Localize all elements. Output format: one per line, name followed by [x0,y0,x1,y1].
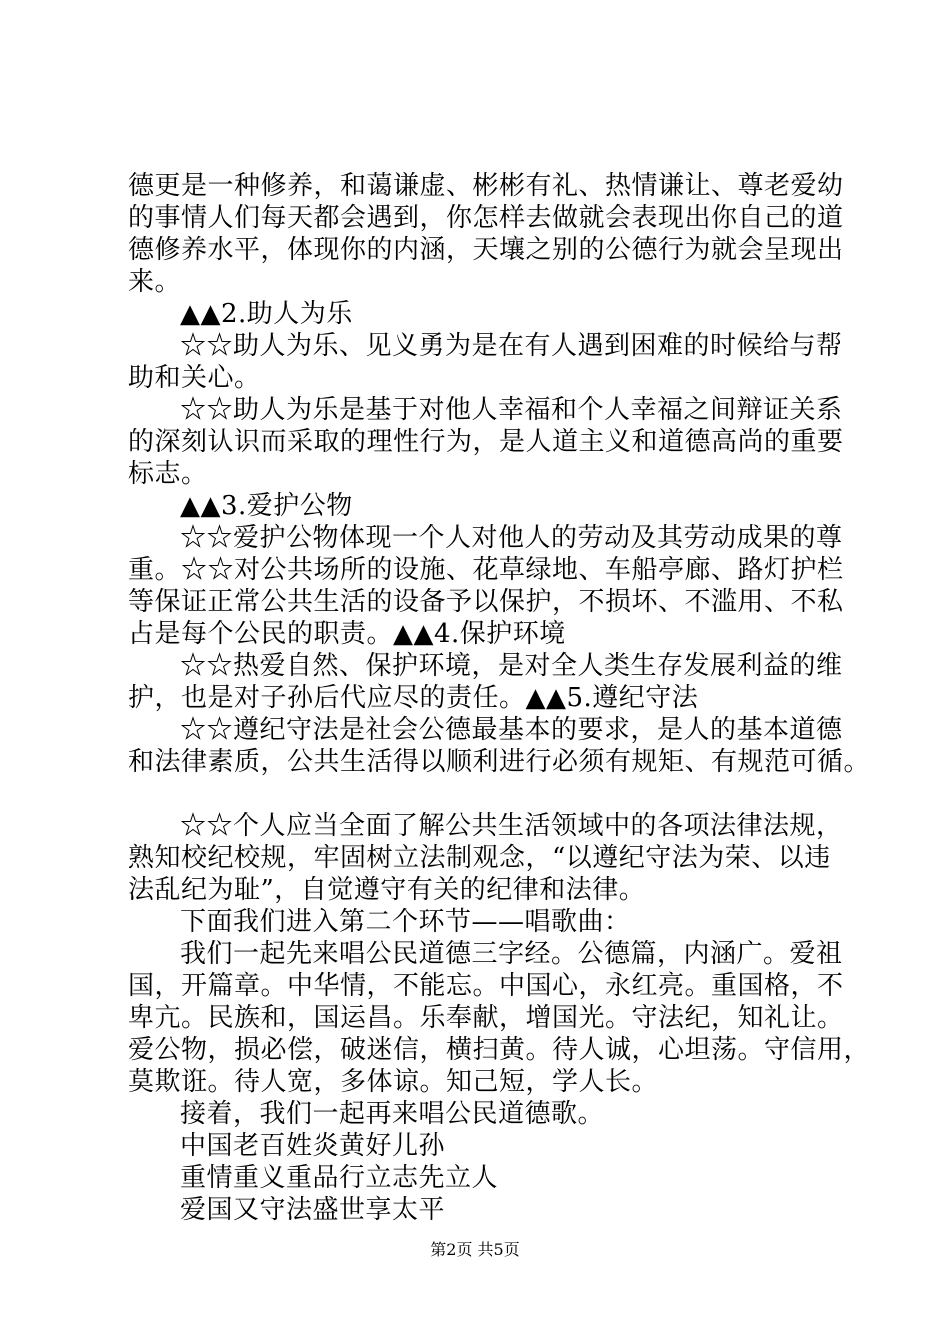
text-line: 德修养水平，体现你的内涵，天壤之别的公德行为就会呈现出 [128,235,844,265]
text-line: 爱公物，损必偿，破迷信，横扫黄。待人诚，心坦荡。守信用， [128,1035,871,1065]
page-footer: 第2页 共5页 [430,1240,520,1259]
text-line: 中国老百姓炎黄好儿孙 [180,1131,446,1161]
text-line: 等保证正常公共生活的设备予以保护，不损坏、不滥用、不私 [128,587,844,617]
text-line: 国，开篇章。中华情，不能忘。中国心，永红亮。重国格，不 [128,971,844,1001]
text-line: 接着，我们一起再来唱公民道德歌。 [180,1099,605,1129]
text-line: 卑亢。民族和，国运昌。乐奉献，增国光。守法纪，知礼让。 [128,1003,844,1033]
text-line: 法乱纪为耻”，自觉遵守有关的纪律和法律。 [128,875,646,905]
text-line: 的深刻认识而采取的理性行为，是人道主义和道德高尚的重要 [128,427,844,457]
text-line: 我们一起先来唱公民道德三字经。公德篇，内涵广。爱祖 [180,939,843,969]
text-line: 和法律素质，公共生活得以顺利进行必须有规矩、有规范可循。 [128,747,871,777]
text-line: 莫欺诳。待人宽，多体谅。知己短，学人长。 [128,1067,659,1097]
text-line: 助和关心。 [128,363,261,393]
text-line: 德更是一种修养，和蔼谦虚、彬彬有礼、热情谦让、尊老爱幼 [128,171,844,201]
text-line: ☆☆热爱自然、保护环境，是对全人类生存发展利益的维 [180,651,843,681]
text-line: 下面我们进入第二个环节——唱歌曲： [180,907,631,937]
text-line: ☆☆爱护公物体现一个人对他人的劳动及其劳动成果的尊 [180,523,843,553]
text-line: ▲▲2.助人为乐 [180,299,353,329]
text-line: ☆☆遵纪守法是社会公德最基本的要求，是人的基本道德 [180,715,843,745]
text-line: ☆☆个人应当全面了解公共生活领域中的各项法律法规， [180,811,843,841]
blank-line [128,778,828,810]
text-line: 标志。 [128,459,208,489]
text-line: 护，也是对子孙后代应尽的责任。▲▲5.遵纪守法 [128,683,699,713]
text-line: 重情重义重品行立志先立人 [180,1163,499,1193]
text-line: 爱国又守法盛世享太平 [180,1195,446,1225]
document-body [128,170,871,1226]
text-line: ☆☆助人为乐是基于对他人幸福和个人幸福之间辩证关系 [180,395,843,425]
text-line: 重。☆☆对公共场所的设施、花草绿地、车船亭廊、路灯护栏 [128,555,844,585]
text-line: ▲▲3.爱护公物 [180,491,353,521]
text-line: 的事情人们每天都会遇到，你怎样去做就会表现出你自己的道 [128,203,844,233]
text-line: 占是每个公民的职责。▲▲4.保护环境 [128,619,566,649]
text-line: 熟知校纪校规，牢固树立法制观念，“以遵纪守法为荣、以违 [128,843,831,873]
text-line: 来。 [128,267,182,297]
text-line: ☆☆助人为乐、见义勇为是在有人遇到困难的时候给与帮 [180,331,843,361]
